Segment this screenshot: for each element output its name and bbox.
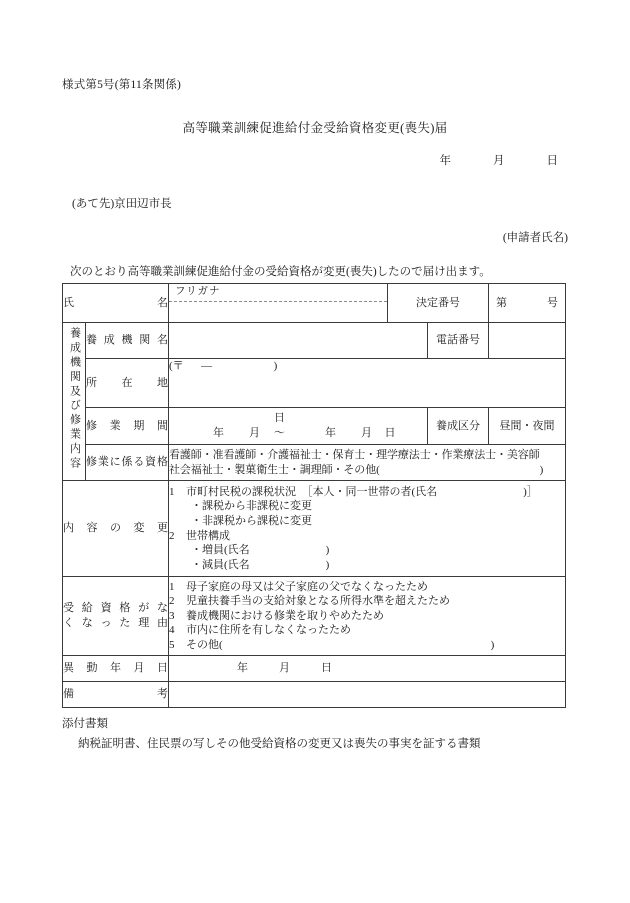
zip-mark: (〒 [169, 360, 184, 372]
institution-name-input[interactable] [169, 323, 428, 359]
reason-item-other[interactable]: 5 その他( ) [169, 638, 495, 651]
decision-number-value-cell[interactable] [489, 284, 566, 323]
table-row-name [63, 284, 566, 323]
reasons-label [63, 577, 169, 656]
table-row-changes [63, 481, 566, 577]
page-title: 高等職業訓練促進給付金受給資格変更(喪失)届 [182, 121, 448, 135]
decision-number-suffix: 号 [547, 296, 558, 309]
form-number: 様式第5号(第11条関係) [62, 79, 182, 91]
study-period-label: 修業期間 [86, 408, 169, 445]
reason-item[interactable]: 2 児童扶養手当の支給対象となる所得水準を超えたため [169, 595, 450, 608]
reason-item[interactable]: 3 養成機関における修業を取りやめたため [169, 609, 384, 622]
period-from-day: 日～ [274, 412, 285, 439]
change-item-1-sub-2[interactable]: ・非課税から課税に変更 [191, 514, 312, 527]
change-item-2: 2 世帯構成 [169, 529, 230, 542]
telephone-label: 電話番号 [428, 323, 489, 359]
change-item-2-sub-1[interactable]: ・増員(氏名 ) [191, 544, 330, 557]
division-label: 養成区分 [428, 408, 489, 445]
period-from-month: 月 [249, 427, 260, 439]
applicant-name-label: (申請者氏名) [502, 232, 568, 244]
institution-address-input[interactable] [169, 359, 566, 408]
division-value[interactable]: 昼間・夜間 [489, 408, 566, 445]
application-table [62, 283, 566, 708]
addressee: (あて先)京田辺市長 [72, 198, 172, 210]
reason-item[interactable]: 4 市内に住所を有しなくなったため [169, 624, 351, 637]
transfer-date-input[interactable] [169, 656, 566, 682]
table-row-remarks [63, 682, 566, 708]
table-row-reasons [63, 577, 566, 656]
reasons-options[interactable] [169, 577, 566, 656]
remarks-label: 備 考 [63, 682, 169, 708]
remarks-input[interactable] [169, 682, 566, 708]
furigana-divider [169, 301, 387, 302]
name-input-cell[interactable] [169, 284, 388, 323]
transfer-date-label: 異 動 年 月 日 [63, 656, 169, 682]
table-row-institution-address [63, 359, 566, 408]
zip-close: ) [273, 360, 278, 372]
period-to-day: 日 [384, 427, 396, 439]
table-row-qualification [63, 445, 566, 481]
decision-number-prefix: 第 [496, 296, 507, 309]
telephone-input[interactable] [489, 323, 566, 359]
table-row-transfer-date [63, 656, 566, 682]
transfer-date-year: 年 [237, 662, 248, 675]
qualification-line-2: 社会福祉士・製菓衛生士・調理師・その他( ) [169, 463, 544, 476]
study-period-input[interactable] [169, 408, 428, 445]
qualification-options[interactable] [169, 445, 566, 481]
institution-name-label: 養成機関名 [86, 323, 169, 359]
period-to-month: 月 [361, 427, 372, 439]
reasons-label-line-2: くなった理由 [63, 617, 168, 629]
institution-address-label: 所 在 地 [86, 359, 169, 408]
name-label: 氏 名 [63, 284, 169, 323]
attachments-title: 添付書類 [62, 718, 108, 730]
transfer-date-month: 月 [279, 662, 290, 675]
issue-date-month-label: 月 [493, 155, 505, 167]
issue-date-line [0, 152, 568, 168]
qualification-label: 修業に係る資格 [86, 445, 169, 481]
period-to-year: 年 [325, 427, 336, 439]
changes-options[interactable] [169, 481, 566, 577]
decision-number-label: 決定番号 [388, 284, 489, 323]
change-item-1: 1 市町村民税の課税状況 ［本人・同一世帯の者(氏名 )］ [169, 485, 538, 498]
furigana-label: フリガナ [175, 286, 221, 297]
issue-date-day-label: 日 [546, 155, 558, 167]
reason-item[interactable]: 1 母子家庭の母又は父子家庭の父でなくなったため [169, 580, 428, 593]
intro-statement: 次のとおり高等職業訓練促進給付金の受給資格が変更(喪失)したので届け出ます。 [70, 266, 491, 278]
zip-dash: ― [201, 360, 213, 372]
changes-label: 内 容 の 変 更 [63, 481, 169, 577]
reasons-label-line-1: 受給資格がな [63, 602, 168, 615]
attachments-body: 納税証明書、住民票の写しその他受給資格の変更又は喪失の事実を証する書類 [78, 738, 481, 750]
change-item-1-sub-1[interactable]: ・課税から非課税に変更 [191, 500, 312, 513]
institution-section-vertical-label: 養成機関及び修業内容 [63, 323, 86, 481]
period-from-year: 年 [213, 427, 224, 439]
table-row-study-period [63, 408, 566, 445]
issue-date-year-label: 年 [439, 155, 451, 167]
table-row-institution-name [63, 323, 566, 359]
transfer-date-day: 日 [321, 662, 332, 675]
qualification-line-1: 看護師・准看護師・介護福祉士・保育士・理学療法士・作業療法士・美容師 [169, 448, 540, 461]
change-item-2-sub-2[interactable]: ・減員(氏名 ) [191, 558, 330, 571]
